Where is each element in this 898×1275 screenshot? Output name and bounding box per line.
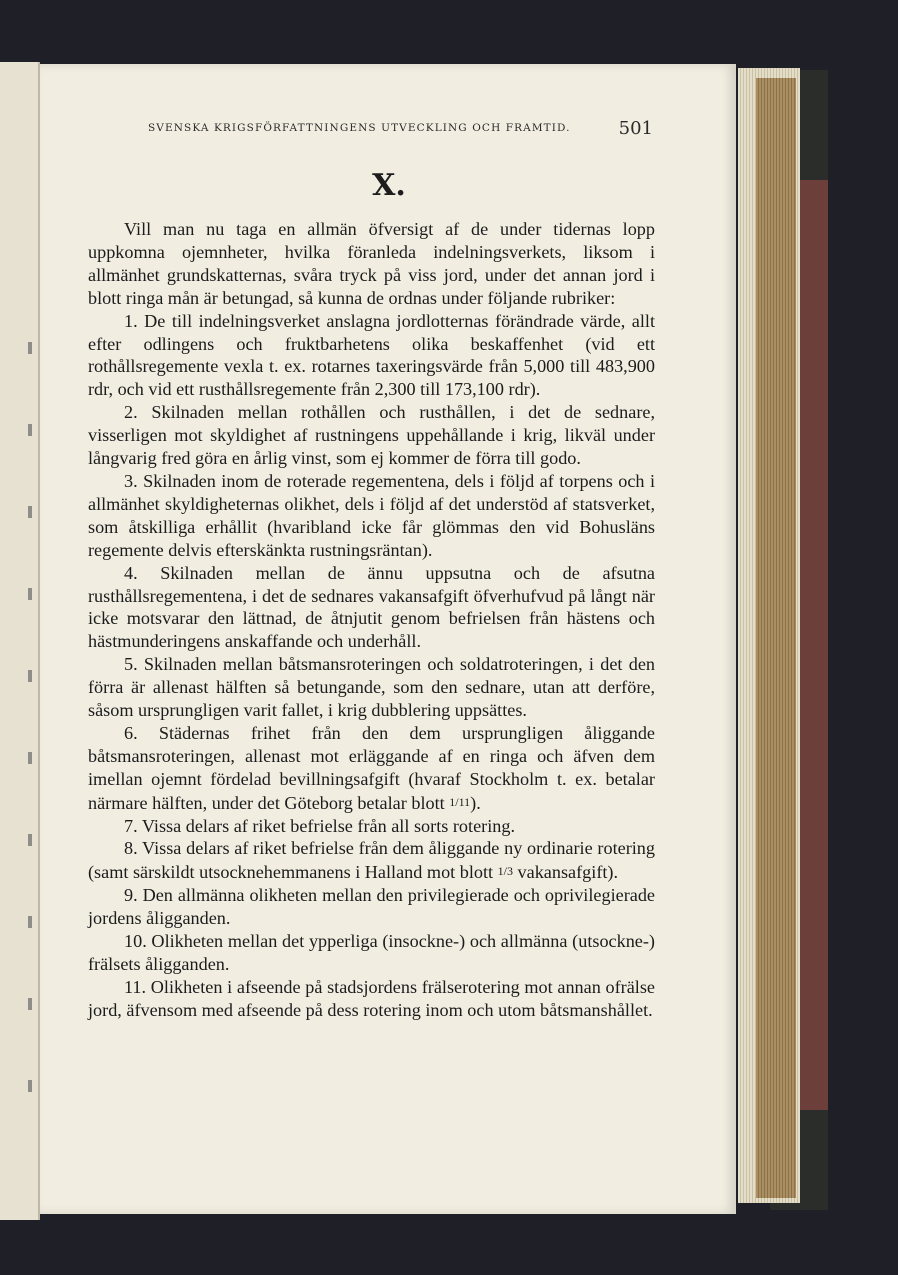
paragraph-item-4: 4. Skilnaden mellan de ännu uppsutna och de afsutna rusthållsregementena, i det de sednares vakansafgift öfverhufvud på långt när icke motsvarar den lättnad, de åtnjutit genom befrielsen från hästens och hästmunderingens anskaffande och underhåll. — [88, 562, 655, 652]
paragraph-item-9: 9. Den allmänna olikheten mellan den privilegierade och oprivilegierade jordens åligganden. — [88, 885, 655, 929]
paragraph-item-3: 3. Skilnaden inom de roterade regementena, dels i följd af torpens och i allmänhet skyldigheternas olikhet, dels i följd af det understöd af statsverket, som åtskilliga erhållit (hvaribland icke får glömmas den vid Bohusläns regemente delvis efterskänkta rustningsräntan). — [88, 470, 655, 560]
page-block-gilt-edge — [756, 78, 796, 1198]
paragraph-item-2: 2. Skilnaden mellan rothållen och rusthållen, i det de sednare, visserligen mot skyldighet af rustningens uppehållande i krig, likväl under långvarig fred göra en årlig vinst, som ej kommer de förra till godo. — [88, 402, 655, 469]
paragraph-item-10: 10. Olikheten mellan det ypperliga (insockne-) och allmänna (utsockne-) frälsets åligganden. — [88, 931, 655, 974]
paragraph-item-8-text: 8. Vissa delars af riket befrielse från dem åliggande ny ordinarie rotering (samt särskildt utsocknehemmanens i Halland mot blott — [88, 838, 655, 883]
body-text — [88, 218, 655, 1022]
running-title: SVENSKA KRIGSFÖRFATTNINGENS UTVECKLING OCH FRAMTID. — [148, 122, 571, 134]
section-numeral: X. — [372, 168, 406, 203]
paragraph-item-11: 11. Olikheten i afseende på stadsjordens frälserotering mot annan ofrälse jord, äfvensom med afseende på dess rotering inom och utom båtsmanshållet. — [88, 976, 655, 1020]
paragraph-intro: Vill man nu taga en allmän öfversigt af de under tidernas lopp uppkomna ojemnheter, hvilka föranleda indelningsverkets, liksom i allmänhet grundskatternas, svåra tryck på viss jord, under det annan jord i blott ringa mån är betungad, så kunna de ordnas under följande rubriker: — [88, 219, 655, 308]
page-number: 501 — [618, 118, 653, 139]
fraction-one-eleventh: 1/11 — [449, 794, 471, 809]
paragraph-item-7: 7. Vissa delars af riket befrielse från all sorts rotering. — [124, 815, 515, 836]
paragraph-item-1: 1. De till indelningsverket anslagna jordlotternas förändrade värde, allt efter odlingens och fruktbarhetens olika beskaffenhet (vid ett rothållsregemente vexla t. ex. rotarnes taxeringsvärde från 5,000 till 483,900 rdr, och vid ett rusthållsregemente från 2,300 till 173,100 rdr). — [88, 310, 655, 400]
paragraph-item-6 — [88, 722, 655, 815]
paragraph-item-8 — [88, 837, 655, 884]
section-heading — [0, 168, 898, 203]
paragraph-item-8-tail: vakansafgift). — [513, 862, 619, 883]
fraction-one-third: 1/3 — [497, 864, 513, 879]
facing-page-edge — [0, 62, 40, 1220]
paragraph-item-6-text: 6. Städernas frihet från den dem ursprungligen åliggande båtsmansroteringen, allenast mot erläggande af en ringa och äfven dem imellan ojemnt fördelad bevillningsafgift (hvaraf Stockholm t. ex. betalar närmare hälften, under det Göteborg betalar blott — [88, 722, 655, 813]
paragraph-item-6-tail: ). — [470, 792, 481, 813]
book-cover-cloth — [800, 180, 828, 1110]
running-head — [108, 118, 653, 142]
facing-page-text-fragments — [28, 342, 34, 1142]
paragraph-item-5: 5. Skilnaden mellan båtsmansroteringen och soldatroteringen, i det den förra är allenast hälften så betungande, som den sednare, utan att derföre, såsom ursprungligen varit fallet, i krig dubblering uppsättes. — [88, 654, 655, 721]
